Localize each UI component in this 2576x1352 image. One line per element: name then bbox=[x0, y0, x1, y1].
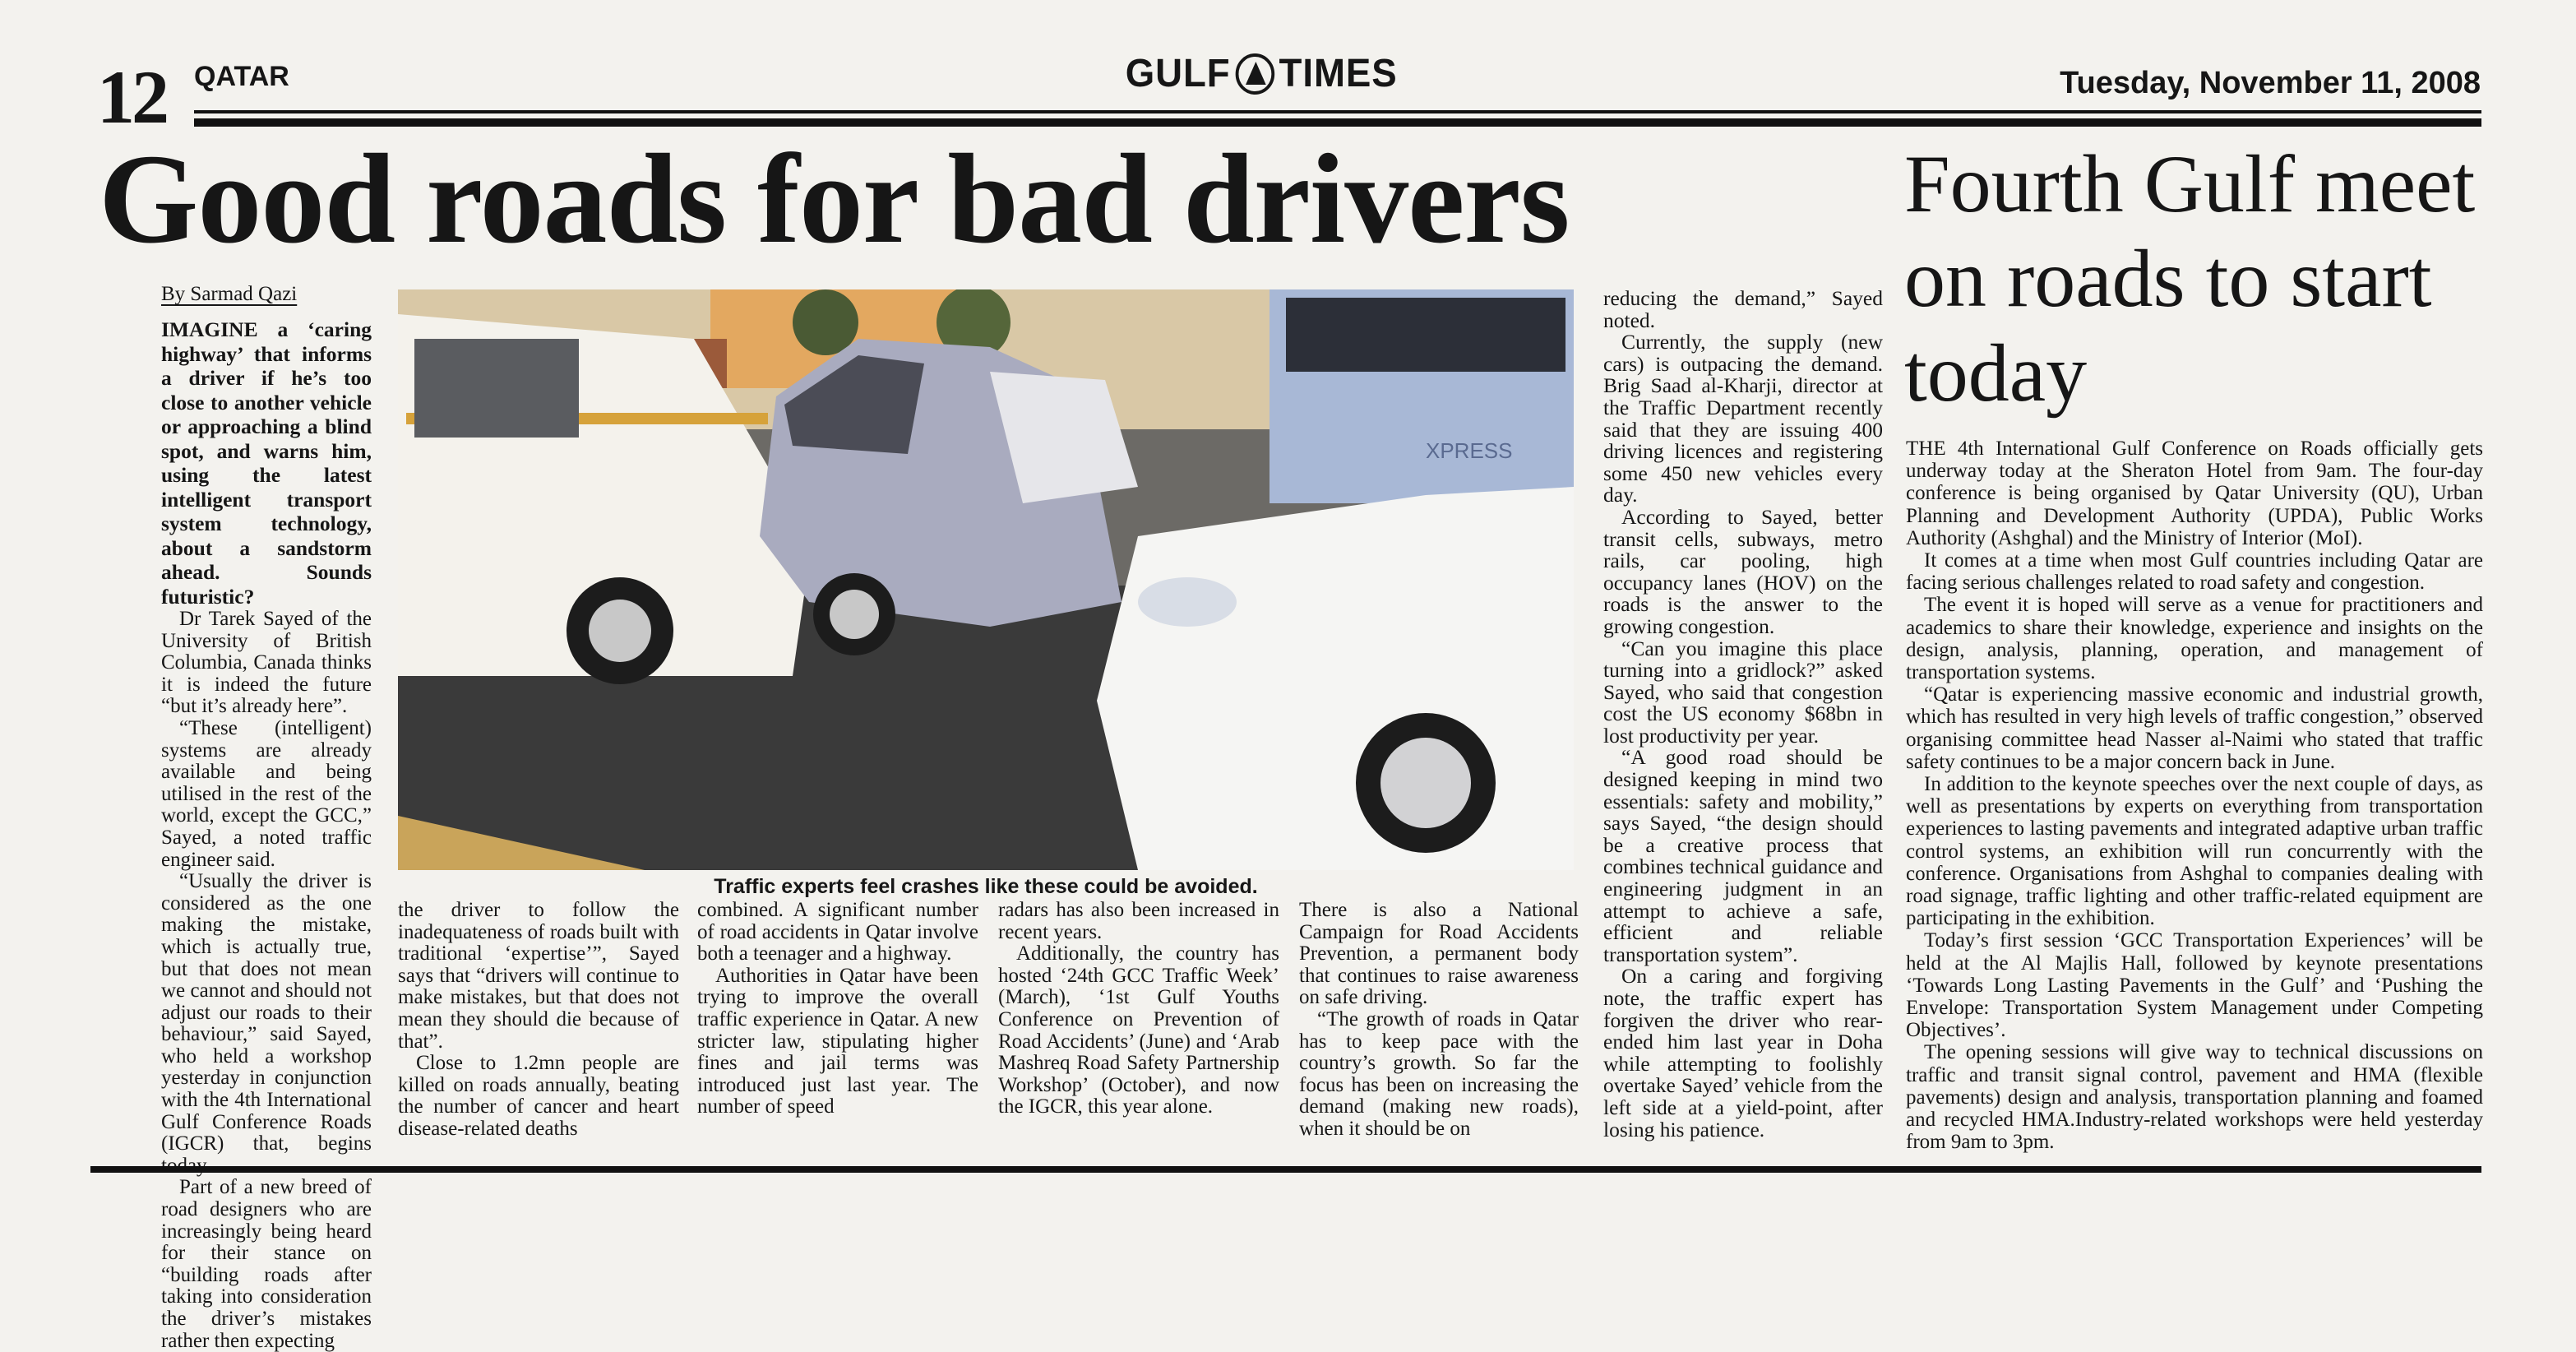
issue-date: Tuesday, November 11, 2008 bbox=[2060, 66, 2481, 100]
palm-tree bbox=[793, 289, 858, 355]
paragraph: “Qatar is experiencing massive economic and industrial growth, which has resulted in very high levels of traffic congestion,” observed organising committee head Nasser al-Naimi who stated that traffic safety continues to be a major concern back in June. bbox=[1906, 683, 2483, 773]
paragraph: combined. A significant number of road accidents in Qatar involve both a teenager and a highway. bbox=[697, 899, 978, 965]
article-column-4 bbox=[998, 900, 1279, 1118]
paragraph: According to Sayed, better transit cells, subways, metro rails, car pooling, high occupancy lanes (HOV) on the roads is the answer to the growing congestion. bbox=[1603, 504, 1883, 638]
paragraph: “These (intelligent) systems are already available and being utilised in the rest of the world, except the GCC,” Sayed, a noted traffic engineer said. bbox=[161, 716, 372, 871]
bus-windows bbox=[1286, 298, 1565, 372]
byline: By Sarmad Qazi bbox=[161, 283, 298, 305]
footer-rule bbox=[90, 1166, 2481, 1173]
paragraph: reducing the demand,” Sayed noted. bbox=[1603, 286, 1883, 332]
lede-paragraph: IMAGINE a ‘caring highway’ that informs a driver if he’s too close to another vehicle or approaching a blind spot, and warns him, using the latest intelligent transport system technology, about a sandstorm ahead. Sounds futuristic? bbox=[161, 317, 372, 609]
paragraph: Currently, the supply (new cars) is outpacing the demand. Brig Saad al-Kharji, director at the Traffic Department recently said that they are issuing 400 driving licences and registering some 450 new vehicles every day. bbox=[1603, 330, 1883, 507]
page-number: 12 bbox=[97, 55, 166, 139]
crash-photo bbox=[398, 289, 1574, 870]
section-label: QATAR bbox=[194, 61, 289, 92]
paragraph: Part of a new breed of road designers who are increasingly being heard for their stance on “building roads after taking into consideration the driver’s mistakes rather then expecting bbox=[161, 1176, 372, 1352]
paragraph: “Can you imagine this place turning into a gridlock?” asked Sayed, who said that congestion cost the US economy $68bn in lost productivity per year. bbox=[1603, 636, 1883, 748]
paragraph: It comes at a time when most Gulf countries including Qatar are facing serious challenges related to road safety and congestion. bbox=[1906, 549, 2483, 595]
masthead-gulf: GULF bbox=[1125, 52, 1231, 95]
sail-emblem-icon bbox=[1235, 53, 1274, 95]
main-headline: Good roads for bad drivers bbox=[99, 127, 1570, 270]
paragraph: In addition to the keynote speeches over the next couple of days, as well as presentations by experts on everything from transportation experiences to lasting pavements and integrated adaptive urban traffic control systems, an exhibition will run concurrently with the conference. Organisations from Ashghal to companies dealing with road signage, traffic lighting and other traffic-related equipment are participating in the exhibition. bbox=[1906, 773, 2483, 930]
paragraph: “Usually the driver is considered as the one making the mistake, which is actually true, but that does not mean we cannot and should not adjust our roads to their behaviour,” said Sayed, who held a workshop yesterday in conjunction with the 4th International Gulf Conference Roads (IGCR) that, begins bbox=[161, 870, 372, 1155]
paragraph: On a caring and forgiving note, the traffic expert has forgiven the driver who rear-ended him last year in Doha while attempting to foolishly overtake Sayed’ vehicle from the left side at a yield-point, after losing his patience. bbox=[1603, 964, 1883, 1141]
side-headline: Fourth Gulf meet on roads to start today bbox=[1904, 138, 2476, 419]
paragraph: Dr Tarek Sayed of the University of British Columbia, Canada thinks it is indeed the future “but it’s already here”. bbox=[161, 608, 372, 718]
paragraph: radars has also been increased in recent years. bbox=[998, 899, 1279, 943]
suv-window bbox=[414, 339, 579, 438]
paragraph: The opening sessions will give way to technical discussions on traffic and transit signal control, pavement and HMA (flexible pavements) design and analysis, transportation planning and foamed and recycled HMA.Industry-related workshops were held yesterday from 9am to 3pm. bbox=[1906, 1041, 2483, 1154]
white-hatchback bbox=[1097, 487, 1574, 870]
headlight bbox=[1138, 577, 1237, 627]
bus-sign: XPRESS bbox=[1426, 438, 1513, 463]
article-column-2 bbox=[398, 900, 679, 1141]
article-column-5 bbox=[1299, 900, 1579, 1141]
header-rule-thin bbox=[194, 110, 2481, 113]
paragraph: Additionally, the country has hosted ‘24th GCC Traffic Week’ (March), ‘1st Gulf Youths Conference on Prevention of Road Accidents’ (June) and ‘Arab Mashreq Road Safety Partnership Workshop’ (October), and now the IGCR, this year alone. bbox=[998, 942, 1279, 1118]
paragraph: Today’s first session ‘GCC Transportation Experiences’ will be held at the Al Majlis Hall, followed by keynote presentations ‘Towards Long Lasting Pavements in the Gulf’ and ‘Pushing the Envelope: Transportation System Management under Competing Objectives’. bbox=[1906, 929, 2483, 1042]
photo-caption: Traffic experts feel crashes like these could be avoided. bbox=[714, 875, 1258, 898]
side-article-body bbox=[1906, 438, 2483, 1154]
paragraph: “The growth of roads in Qatar has to keep pace with the country’s growth. So far the focus has been on increasing the demand (making new roads), when it should be on bbox=[1299, 1007, 1579, 1140]
masthead-logo bbox=[1126, 51, 1398, 96]
paragraph: The event it is hoped will serve as a venue for practitioners and academics to share their knowledge, experience and insights on the design, analysis, planning, operation, and management of transportation systems. bbox=[1906, 594, 2483, 684]
header-rule-thick bbox=[194, 118, 2481, 127]
article-column-6 bbox=[1603, 288, 1883, 1141]
paragraph: There is also a National Campaign for Road Accidents Prevention, a permanent body that continues to raise awareness on safe driving. bbox=[1299, 899, 1579, 1009]
paragraph: Close to 1.2mn people are killed on roads annually, beating the number of cancer and heart disease-related deaths bbox=[398, 1052, 679, 1140]
article-column-3 bbox=[697, 900, 978, 1118]
paragraph: “A good road should be designed keeping in mind two essentials: safety and mobility,” says Sayed, “the design should be a creative process that combines technical guidance and engineering judgment in an attempt to achieve a safe, efficient and reliable transportation system”. bbox=[1603, 745, 1883, 966]
paragraph: Authorities in Qatar have been trying to improve the overall traffic experience in Qatar. A new stricter law, stipulating higher fines and jail terms was introduced just last year. The number of speed bbox=[697, 964, 978, 1118]
article-column-1 bbox=[161, 317, 372, 1352]
paragraph: the driver to follow the inadequateness of roads built with traditional ‘expertise’”, Sayed says that “drivers will continue to make mistakes, but that does not mean they should die because of that”. bbox=[398, 899, 679, 1053]
paragraph: THE 4th International Gulf Conference on Roads officially gets underway today at the Sheraton Hotel from 9am. The four-day conference is being organised by Qatar University (QU), Urban Planning and Development Authority (UPDA), Public Works Authority (Ashghal) and the Ministry of Interior (MoI). bbox=[1906, 438, 2483, 549]
masthead-times: TIMES bbox=[1279, 52, 1398, 95]
